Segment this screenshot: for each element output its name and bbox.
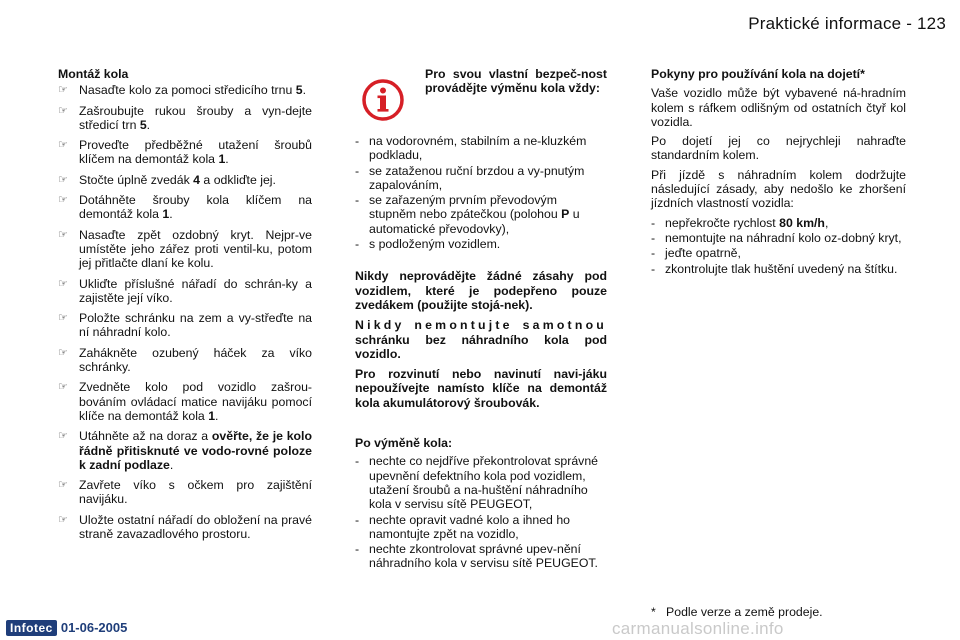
pointing-hand-icon: ☞ (58, 173, 68, 186)
text: u automatické převodovky), (369, 207, 580, 236)
after-change-list (355, 454, 607, 570)
header-separator: - (901, 14, 918, 33)
text: Zahákněte ozubený háček za víko schránky. (79, 345, 312, 375)
spare-wheel-rule-item (651, 246, 906, 260)
bold-text: 1 (218, 152, 226, 167)
pointing-hand-icon: ☞ (58, 430, 68, 443)
after-change-heading: Po výměně kola: (355, 436, 453, 451)
warning-screwdriver: Pro rozvinutí nebo navinutí navi-jáku nepoužívejte namísto klíče na demontáž kola akumulátorový šroubovák. (355, 367, 607, 410)
dash-bullet: - (651, 230, 656, 245)
text: na vodorovném, stabilním a ne-kluzkém podkladu, (369, 134, 587, 163)
safety-condition-item (355, 193, 607, 236)
mounting-steps-list (58, 83, 312, 541)
pointing-hand-icon: ☞ (58, 346, 68, 359)
text: Uložte ostatní nářadí do obložení na pravé straně zavazadlového prostoru. (79, 512, 312, 542)
warning-case-rest: schránku bez náhradního kola pod vozidlo. (355, 332, 607, 361)
spare-wheel-paragraph-1: Vaše vozidlo může být vybavené ná-hradním kolem s ráfkem odlišným od ostatních čtyř kol vozidla. (651, 86, 906, 129)
text: nechte opravit vadné kolo a ihned ho namontujte zpět na vozidlo, (369, 512, 570, 541)
text: . (225, 152, 229, 167)
bold-text: ověřte, že je kolo řádně přitisknuté ve vodo-rovné poloze k zadní podlaze (79, 429, 312, 472)
text: se zařazeným prvním převodovým stupněm nebo zpátečkou (polohou (369, 193, 562, 222)
text: Položte schránku na zem a vy-střeďte na ní náhradní kolo. (79, 311, 312, 340)
pointing-hand-icon: ☞ (58, 228, 68, 241)
footer (6, 619, 127, 636)
bold-text: 5 (139, 117, 147, 132)
pointing-hand-icon: ☞ (58, 479, 68, 492)
warning-case (355, 318, 607, 361)
footnote: * Podle verze a země prodeje. (651, 605, 823, 619)
text: . (169, 457, 174, 472)
text: Ukliďte příslušné nářadí do schrán-ky a zajistěte její víko. (79, 276, 312, 305)
step-item (58, 277, 312, 306)
text: Dotáhněte šrouby kola klíčem na demontáž kola (79, 193, 312, 222)
text: se zataženou ruční brzdou a vy-pnutým zapalováním, (369, 163, 585, 192)
warning-case-lead: Nikdy nemontujte samotnou (355, 318, 607, 333)
column-spare-wheel (651, 67, 906, 277)
text: nechte zkontrolovat správné upev-nění náhradního kola v servisu sítě PEUGEOT. (369, 542, 598, 571)
dash-bullet: - (355, 454, 360, 469)
safety-warning-block (355, 67, 607, 122)
page-header (748, 14, 946, 34)
text: . (302, 83, 306, 98)
info-icon (361, 78, 405, 122)
text: Nasaďte zpět ozdobný kryt. Nejpr-ve umístěte jeho zářez proti ventil-ku, potom jej přitlačte dlaní ke kolu. (79, 227, 312, 271)
section-heading-wheel-mounting: Montáž kola (58, 67, 129, 81)
safety-condition-item (355, 237, 607, 251)
after-change-item (355, 513, 607, 542)
text: . (215, 408, 219, 423)
text: . (169, 207, 173, 222)
step-item (58, 478, 312, 507)
spare-wheel-rule-item (651, 231, 906, 245)
text: jeďte opatrně, (665, 246, 741, 261)
pointing-hand-icon: ☞ (58, 104, 68, 117)
step-item (58, 104, 312, 133)
dash-bullet: - (355, 163, 360, 178)
pointing-hand-icon: ☞ (58, 139, 68, 152)
dash-bullet: - (651, 215, 656, 230)
text: a odkliďte jej. (200, 172, 276, 187)
spare-wheel-rule-item (651, 262, 906, 276)
spare-wheel-heading: Pokyny pro používání kola na dojetí* (651, 67, 865, 81)
text: nechte co nejdříve překontrolovat správné upevnění defektního kola pod vozidlem, utažení šroubů a na-huštění náhradního kola v servisu sítě PEUGEOT, (369, 454, 598, 512)
safety-condition-item (355, 134, 607, 163)
page-number: 123 (917, 14, 946, 33)
text: Utáhněte až na doraz a (79, 429, 212, 444)
step-item (58, 173, 312, 187)
text: Proveďte předběžné utažení šroubů klíčem na demontáž kola (79, 138, 312, 167)
column-wheel-mounting (58, 67, 312, 547)
pointing-hand-icon: ☞ (58, 277, 68, 290)
dash-bullet: - (355, 542, 360, 557)
step-item (58, 83, 312, 97)
step-item (58, 429, 312, 472)
step-item (58, 380, 312, 423)
safety-condition-item (355, 164, 607, 193)
dash-bullet: - (355, 134, 360, 148)
step-item (58, 513, 312, 542)
dash-bullet: - (651, 261, 656, 276)
dash-bullet: - (651, 246, 656, 261)
header-title: Praktické informace (748, 14, 902, 33)
dash-bullet: - (355, 237, 360, 252)
pointing-hand-icon: ☞ (58, 381, 68, 394)
text: nemontujte na náhradní kolo oz-dobný kryt, (665, 230, 902, 245)
text: Nasaďte kolo za pomoci středicího trnu (79, 83, 296, 98)
step-item (58, 346, 312, 375)
text: , (824, 215, 829, 230)
bold-text: 1 (208, 408, 216, 423)
spare-wheel-rule-item (651, 216, 906, 230)
safety-warning-title: Pro svou vlastní bezpeč-nost provádějte výměnu kola vždy: (425, 67, 607, 96)
watermark: carmanualsonline.info (612, 619, 784, 638)
pointing-hand-icon: ☞ (58, 84, 68, 97)
text: nepřekročte rychlost (665, 215, 780, 230)
text: s podloženým vozidlem. (369, 237, 501, 252)
pointing-hand-icon: ☞ (58, 513, 68, 526)
pointing-hand-icon: ☞ (58, 312, 68, 325)
text: Zvedněte kolo pod vozidlo zašrou-bováním ovládací matice navijáku pomocí klíče na demontáž kola (79, 380, 312, 423)
text: Stočte úplně zvedák (79, 172, 194, 187)
bold-text: 1 (162, 207, 170, 222)
step-item (58, 138, 312, 167)
step-item (58, 228, 312, 271)
after-change-item (355, 454, 607, 511)
spare-wheel-rules-list (651, 216, 906, 276)
bold-text: 4 (193, 172, 201, 187)
text: . (146, 117, 151, 132)
warning-jack: Nikdy neprovádějte žádné zásahy pod vozidlem, které je podepřeno pouze zvedákem (použijte stojá-nek). (355, 269, 607, 312)
text: Zašroubujte rukou šrouby a vyn-dejte středicí trn (79, 103, 312, 132)
text: zkontrolujte tlak huštění uvedený na štítku. (665, 261, 898, 276)
column-safety (355, 67, 607, 572)
bold-text: 5 (295, 83, 303, 98)
bold-text: 80 km/h (779, 215, 825, 230)
spare-wheel-paragraph-3: Při jízdě s náhradním kolem dodržujte následující zásady, aby nedošlo ke zhoršení jízdních vlastností vozidla: (651, 167, 906, 211)
pointing-hand-icon: ☞ (58, 194, 68, 207)
infotec-logo: Infotec (6, 620, 57, 636)
spare-wheel-paragraph-2: Po dojetí jej co nejrychleji nahraďte standardním kolem. (651, 134, 906, 163)
bold-text: P (561, 207, 570, 222)
text: Zavřete víko s očkem pro zajištění navijáku. (79, 478, 312, 507)
after-change-item (355, 542, 607, 571)
step-item (58, 311, 312, 340)
dash-bullet: - (355, 512, 360, 527)
dash-bullet: - (355, 193, 360, 208)
footer-date: 01-06-2005 (60, 620, 128, 635)
step-item (58, 193, 312, 222)
safety-conditions-list (355, 134, 607, 251)
